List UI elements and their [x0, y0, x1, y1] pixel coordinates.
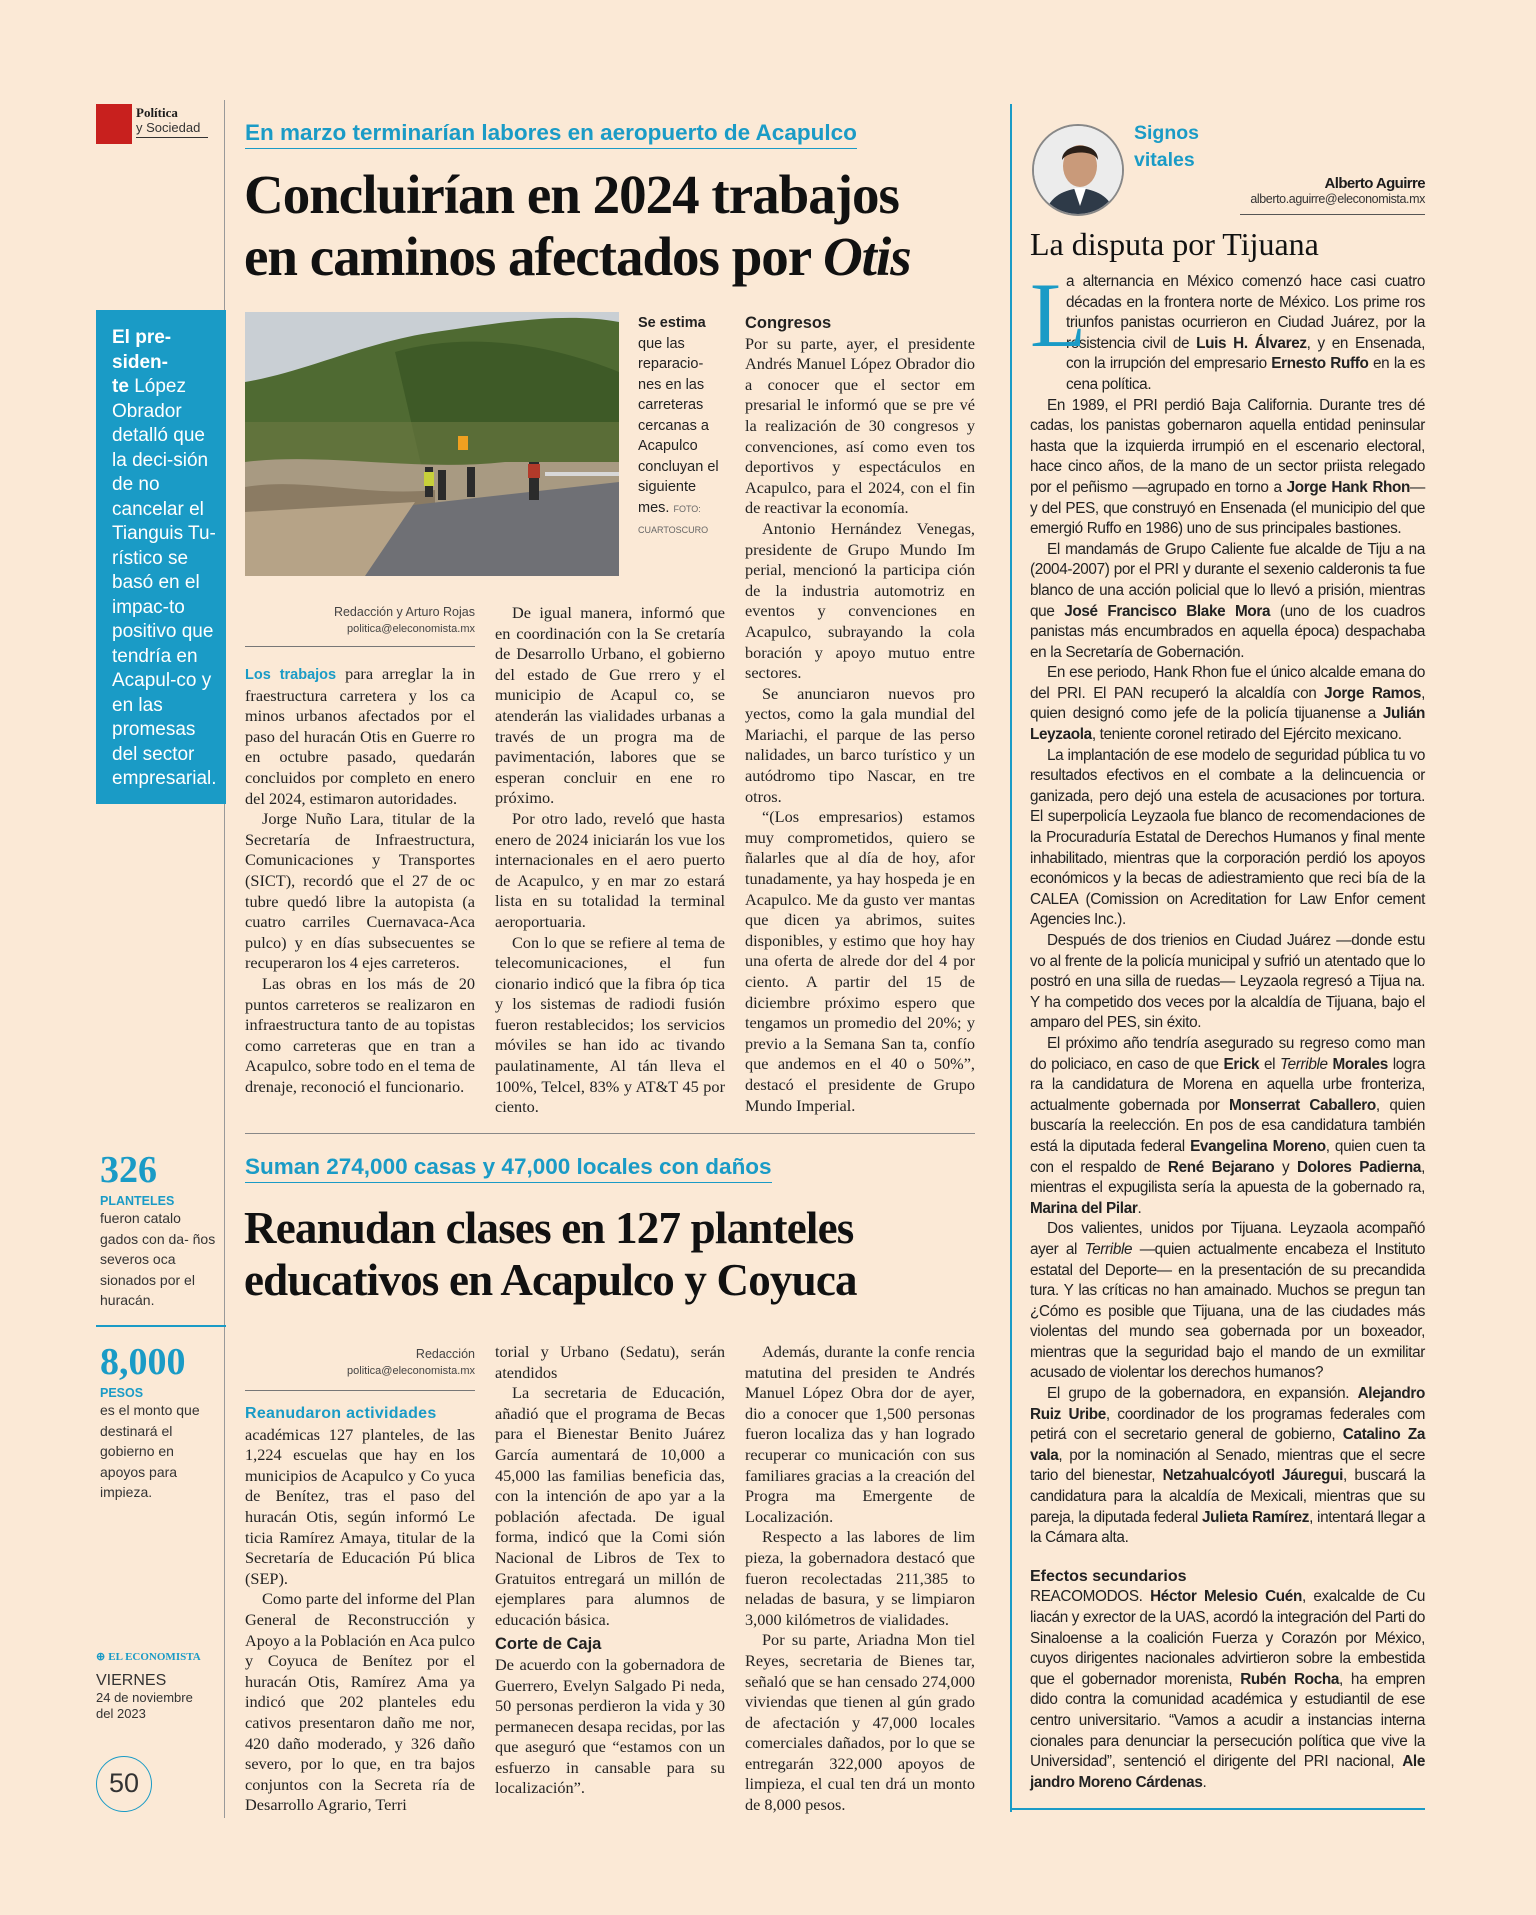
landslide-photo — [245, 312, 619, 576]
column-p7: El próximo año tendría asegurado su regreso como man do policiaco, en caso de que Erick el Terrible Morales logra ra la candidatura de Morena en aquella urbe fronteriza, actualmente gobernada por Monserrat Caballero, quien buscaría la reelección. En pos de esa candidatura también está la diputada federal Evangelina Moreno, quien cuen ta con el respaldo de René Bejarano y Dolores Padierna, mientras el expugilista sería la apuesta de la gobernado ra, Marina del Pilar. — [1030, 1034, 1425, 1217]
lead-text: Los trabajos — [245, 667, 337, 683]
a2-col1-para: Como parte del informe del Plan General de Reconstrucción y Apoyo a la Población en Aca pulco y Coyuca de Benítez por el huracán Otis, Ramírez Ama ya indicó que 202 planteles edu cativos presentaron daño me nor, 420 daño moderado, y 326 daño severo, por lo que, en tra bajos conjuntos con la Secreta ría de Desarrollo Agrario, Terri — [245, 1589, 475, 1815]
headline2-line1: Reanudan clases en 127 planteles — [244, 1203, 854, 1253]
stat2-number: 8,000 — [100, 1341, 186, 1383]
article2-col1 — [245, 1404, 475, 1816]
column-p10: REACOMODOS. Héctor Melesio Cuén, exalcalde de Cu liacán y exrector de la UAS, acordó la integración del Parti do Sinaloense a la coalición Fuerza y Corazón por México, cuyos dirigentes nacionales advirtieron sobre la embestida que el gobernador morenista, Rubén Rocha, ha empren dido contra la comunidad académica y estudiantil de ese centro universitario. “Vamos a acudir a instancias interna cionales para denunciar la persecución política que vive la Universidad”, sentenció el dirigente del PRI nacional, Ale jandro Moreno Cárdenas. — [1030, 1588, 1426, 1791]
caption-credit: FOTO: CUARTOSCURO — [638, 503, 709, 535]
footer-date — [96, 1672, 193, 1722]
pull-quote-b3: te — [112, 376, 129, 397]
byline-name: Redacción y Arturo Rojas — [333, 605, 475, 619]
section-tag — [136, 105, 208, 138]
body-text: para arreglar la in fraestructura carretera y los ca minos urbanos afectados por el paso del huracán Otis en Guerre ro en octubre pasado, quedarán concluidos por completo en enero del 2024, estimaron autoridades. — [245, 664, 475, 808]
headline-otis: Otis — [822, 226, 911, 287]
column-p4: En ese periodo, Hank Rhon fue el único alcalde emana do del PRI. El PAN recuperó la alcaldía con Jorge Ramos, quien designó como jefe de la policía tijuanense a Julián Leyzaola, teniente coronel retirado del Ejército mexicano. — [1030, 664, 1425, 744]
article2-byline — [245, 1346, 475, 1380]
col1-para — [245, 664, 475, 809]
brand-name: EL ECONOMISTA — [108, 1651, 201, 1663]
author-photo — [1032, 124, 1124, 216]
stat-block-2 — [100, 1342, 222, 1503]
col3-para: Se anunciaron nuevos pro yectos, como la gala mundial del Mariachi, el parque de las perso nalidades, un barco turístico y un autódromo tipo Nascar, en tre otros. — [745, 683, 975, 806]
col3-para: “(Los empresarios) estamos muy comprometidos, quiero se ñalarles que al día de hoy, afor tunadamente, ya hay hospeda je en Acapulco. Me da gusto ver mantas que dicen ya abrimos, suites disponibles, y estimo que hoy hay una oferta de alrede dor del 4 por ciento. A partir del 15 de diciembre próximo espero que tengamos un promedio del 20%; y previo a la Semana San ta, confío que andemos en el 40 o 50%”, destacó el presidente de Grupo Mundo Imperial. — [745, 807, 975, 1115]
column-p8: Dos valientes, unidos por Tijuana. Leyzaola acompañó ayer al Terrible —quien actualmente encabeza el Instituto estatal del Deporte— en la presentación de su precandida tura. Y las críticas no han amainado. Muchos se pregun tan ¿Cómo es posible que Tijuana, una de las ciudades más violentas del mundo sea gobernada por un boxeador, mientras que la seguridad bajo el mando de un exmilitar acusado de violentar los derechos humanos? — [1030, 1220, 1425, 1382]
a2-col3-para: Respecto a las labores de lim pieza, la gobernadora destacó que fueron recolectadas 211,385 to neladas de basura, y se limpiaron 3,000 kilómetros de vialidades. — [745, 1527, 975, 1629]
article1-col2 — [495, 603, 725, 1118]
stat1-number: 326 — [100, 1149, 157, 1191]
pull-quote-b2: siden- — [112, 351, 168, 373]
col2-para: De igual manera, informó que en coordinación con la Se cretaría de Desarrollo Urbano, el gobierno del estado de Gue rrero y el municipio de Acapul co, se atenderán las vialidades urbanas a través de un progra ma de pavimentación, labores que se esperan concluir en ene ro próximo. — [495, 603, 725, 808]
article2-col2 — [495, 1342, 725, 1799]
author-rule — [1240, 214, 1425, 215]
stat1-label: PLANTELES — [100, 1194, 175, 1208]
stat2-text: es el monto que destinará el gobierno en apoyos para impieza. — [100, 1402, 200, 1500]
column-text — [1030, 272, 1425, 1793]
pull-quote-text: López Obrador detalló que la deci-sión de no cancelar el Tianguis Tu-rístico se basó en el impac-to positivo que tendría en Acapul-co y en las promesas del sector empresarial. — [112, 376, 217, 789]
article-separator — [245, 1133, 975, 1134]
article1-col1 — [245, 664, 475, 1097]
a2-col2-para: La secretaria de Educación, añadió que el programa de Becas para el Bienestar Benito Juárez García aumentará de 10,000 a 45,000 las familias beneficia das, con la intención de apo yar a la población afectada. De igual forma, indicó que la Comi sión Nacional de Libros de Tex to Gratuitos entregará un millón de ejemplares para alumnos de educación básica. — [495, 1383, 725, 1629]
a2-col2-subhead: Corte de Caja — [495, 1635, 602, 1654]
page-number: 50 — [96, 1756, 152, 1812]
section-sublabel: y Sociedad — [136, 120, 201, 135]
article2-col3 — [745, 1342, 975, 1816]
col1-para: Jorge Nuño Lara, titular de la Secretaría de Infraestructura, Comunicaciones y Transportes (SICT), recordó que el 27 de oc tubre quedó libre la autopista (a cuatro carriles Cuernavaca-Aca pulco) y en días subsecuentes se recuperaron los 4 ejes carreteros. — [245, 809, 475, 973]
byline-rule — [245, 646, 475, 647]
byline2-name: Redacción — [415, 1347, 475, 1361]
author-email: alberto.aguirre@eleconomista.mx — [1250, 192, 1425, 206]
column-series-title — [1134, 120, 1199, 174]
column-p1: a alternancia en México comenzó hace casi cuatro décadas en la frontera norte de México. Los prime ros triunfos panistas ocurrieron en Ciudad Juárez, por la resistencia civil de Luis H. Álvarez, y en Ensenada, con la irrupción del empresario Ernesto Ruffo en la es cena política. — [1066, 273, 1425, 393]
column-title: La disputa por Tijuana — [1030, 226, 1319, 262]
pull-quote — [96, 310, 226, 804]
col2-para: Con lo que se refiere al tema de telecomunicaciones, el fun cionario indicó que la fibra óp tica y los sistemas de radiodi fusión fueron restablecidos; los servicios móviles se han ido ac tivando paulatinamente, Al tán lleva el 100%, Telcel, 83% y AT&T 45 por ciento. — [495, 932, 725, 1117]
headline-line1: Concluirían en 2024 trabajos — [244, 164, 899, 225]
footer-brand — [96, 1650, 201, 1663]
caption-text: que las reparacio-nes en las carreteras cercanas a Acapulco concluyan el siguiente mes. — [638, 335, 719, 516]
headline2-line2: educativos en Acapulco y Coyuca — [244, 1255, 857, 1305]
column-author — [1200, 175, 1425, 206]
article1-byline — [245, 604, 475, 638]
column-subhead: Efectos secundarios — [1030, 1567, 1187, 1585]
headline-line2-text: en caminos afectados por — [244, 226, 823, 287]
byline2-rule — [245, 1390, 475, 1391]
column-p5: La implantación de ese modelo de seguridad pública tu vo resultados efectivos en el combate a la delincuencia or ganizada, pero dejó una estela de acusaciones por tortura. El superpolicía Leyzaola fue blanco de recomendaciones de la Procuraduría Estatal de Derechos Humanos y final mente inhabilitado, mientras que la corporación perdió los apoyos económicos y la becas de adiestramiento que reci bía de la CALEA (Comission on Acreditation for Law Enfor cement Agencies Inc.). — [1030, 746, 1425, 929]
col3-para: Por su parte, ayer, el presidente Andrés Manuel López Obrador dio a conocer que el sector em presarial le informó que se pre vé la realización de 30 congresos y convenciones, así como even tos deportivos y espectáculos en Acapulco, para el 2024, con el fin de reactivar la economía. — [745, 333, 975, 518]
a2-col2-para: De acuerdo con la gobernadora de Guerrero, Evelyn Salgado Pi neda, 50 personas perdieron la vida y 30 permanecen desapa recidas, por las que aseguró que “estamos con un esfuerzo in cansable para su localización”. — [495, 1654, 725, 1798]
photo-caption — [638, 313, 726, 541]
article2-kicker: Suman 274,000 casas y 47,000 locales con daños — [245, 1154, 772, 1183]
column-end-rule — [1010, 1808, 1425, 1810]
series-line1: Signos — [1134, 122, 1200, 144]
column-p2: En 1989, el PRI perdió Baja California. Durante tres dé cadas, los panistas gobernaron aquella entidad peninsular hasta que la izquierda irrumpió en el escenario electoral, hace cinco años, de la mano de un sector priista relegado por el peñismo —agrupado en torno a Jorge Hank Rhon— y del PES, que construyó en Ensenada (el municipio del que emergió Ruffo en 1986) uno de sus principales bastiones. — [1030, 396, 1425, 538]
a2-col3-para: Por su parte, Ariadna Mon tiel Reyes, secretaria de Bienes tar, señaló que se han censado 274,000 viviendas que tienen al gún grado de afectación y 47,000 locales comerciales dañados, por lo que se entregarán 322,000 apoyos de limpieza, el cual ten drá un monto de 8,000 pesos. — [745, 1630, 975, 1815]
article1-headline — [244, 164, 911, 288]
a2-col3-para: Además, durante la confe rencia matutina del presiden te Andrés Manuel López Obra dor de ayer, dio a conocer que 1,500 personas fueron localiza das y han logrado recuperar co municación con sus familiares gracias a la creación del Progra ma Emergente de Localización. — [745, 1342, 975, 1526]
pull-quote-b1: El pre- — [112, 327, 172, 348]
article1-kicker: En marzo terminarían labores en aeropuerto de Acapulco — [245, 120, 857, 149]
stat-divider — [96, 1325, 226, 1327]
stat-block-1 — [100, 1150, 222, 1311]
col1-para: Las obras en los más de 20 puntos carreteros se realizaron en infraestructura tanto de au topistas como carreteras que en tran a Acapulco, sobre todo en el tema de drenaje, reconoció el funcionario. — [245, 973, 475, 1096]
headline-line2 — [244, 226, 911, 288]
column-p3: El mandamás de Grupo Caliente fue alcalde de Tiju a na (2004-2007) por el PRI y durante el sexenio calderonis ta fue blanco de una acción policial que lo llevó a prisión, mientras que José Francisco Blake Mora (uno de los cuadros panistas más encumbrados en aquella época) despachaba en la Secretaría de Gobernación. — [1030, 540, 1426, 661]
caption-bold: Se estima — [638, 315, 706, 331]
column-body — [1030, 264, 1426, 1793]
a2-col2-para: torial y Urbano (Sedatu), serán atendidos — [495, 1342, 725, 1382]
col3-para: Antonio Hernández Venegas, presidente de Grupo Mundo Im perial, mencionó la participa ción de la industria automotriz en eventos y convenciones en Acapulco, subrayando la cola boración y apoyo mutuo entre sectores. — [745, 518, 975, 683]
stat1-text: fueron catalo gados con da- ños severos oca sionados por el huracán. — [100, 1210, 216, 1308]
a2-lead: Reanudaron actividades — [245, 1405, 437, 1422]
section-label: Política — [136, 105, 178, 120]
series-line2: vitales — [1134, 149, 1195, 171]
column-p6: Después de dos trienios en Ciudad Juárez —donde estu vo al frente de la policía municipal y sufrió un atentado que lo postró en una silla de ruedas— Leyzaola regresó a Tijua na. Y ha competido dos veces por la alcaldía de Tijuana, bajo el amparo del PES, sin éxito. — [1030, 932, 1425, 1032]
stat2-label: PESOS — [100, 1386, 144, 1400]
brand-icon: ⊕ — [96, 1651, 109, 1663]
section-red-block — [96, 104, 132, 144]
drop-cap: L — [1030, 264, 1087, 366]
col3-subhead: Congresos — [745, 314, 832, 332]
article2-headline — [244, 1202, 857, 1306]
author-name: Alberto Aguirre — [1324, 175, 1425, 192]
a2-col1-para: académicas 127 planteles, de las 1,224 escuelas que hay en los municipios de Acapulco y Co yuca de Benítez, tras el paso del huracán Otis, según informó Le ticia Ramírez Amaya, titular de la Secretaría de Educación Pú blica (SEP). — [245, 1424, 475, 1588]
footer-date2: del 2023 — [96, 1706, 146, 1721]
footer-date1: 24 de noviembre — [96, 1690, 193, 1705]
col2-para: Por otro lado, reveló que hasta enero de 2024 iniciarán los vue los internacionales en el aero puerto de Acapulco, y en mar zo estará lista en su totalidad la terminal aeroportuaria. — [495, 808, 725, 931]
column-p9: El grupo de la gobernadora, en expansión. Alejandro Ruiz Uribe, coordinador de los programas federales com petirá con el secretario general de gobierno, Catalino Za vala, por la nominación al Senado, mientras que el secre tario del bienestar, Netzahualcóyotl Jáuregui, buscará la candidatura para la alcaldía de Mexicali, mientras que su pareja, la diputada federal Julieta Ramírez, intentará llegar a la Cámara alta. — [1030, 1385, 1426, 1547]
byline2-email: politica@eleconomista.mx — [347, 1365, 475, 1377]
column-divider — [1010, 104, 1012, 1812]
footer-day: VIERNES — [96, 1672, 167, 1689]
byline-email: politica@eleconomista.mx — [347, 623, 475, 635]
article1-col3 — [745, 313, 975, 1116]
